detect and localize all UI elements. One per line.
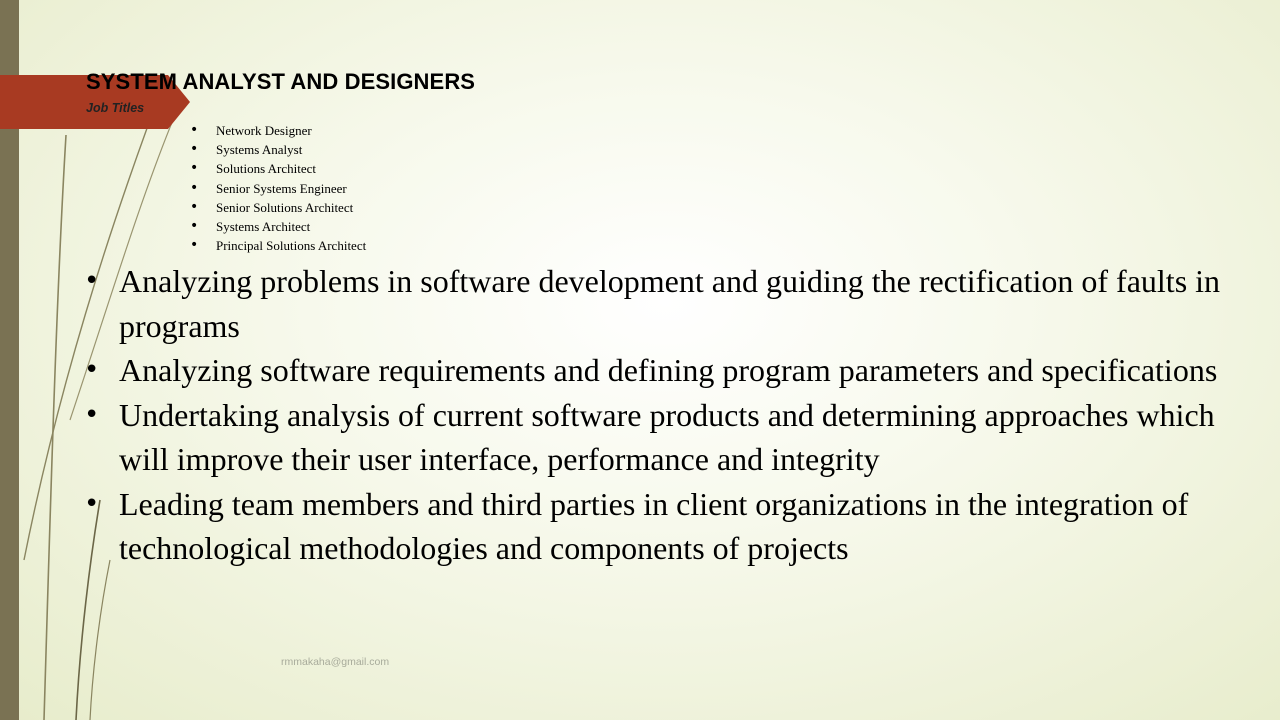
responsibility-item: • Undertaking analysis of current software products and determining approaches which will improve their user interface, performance and integrity bbox=[84, 393, 1254, 482]
bullet-icon: • bbox=[84, 488, 100, 519]
footer-email: rmmakaha@gmail.com bbox=[281, 656, 390, 668]
job-title-item: • Principal Solutions Architect bbox=[190, 236, 366, 255]
job-title-item: • Solutions Architect bbox=[190, 159, 366, 178]
bullet-icon: • bbox=[190, 160, 199, 177]
job-title-item: • Systems Architect bbox=[190, 217, 366, 236]
slide-subtitle: Job Titles bbox=[86, 101, 145, 115]
job-title-item: • Senior Solutions Architect bbox=[190, 198, 366, 217]
bullet-icon: • bbox=[190, 237, 199, 254]
job-title-item: • Systems Analyst bbox=[190, 140, 366, 159]
bullet-icon: • bbox=[84, 266, 100, 296]
responsibility-item: • Leading team members and third parties in client organizations in the integration of technological methodologies and components of projects bbox=[84, 482, 1254, 571]
job-title-item: • Network Designer bbox=[190, 121, 366, 140]
slide-title: SYSTEM ANALYST AND DESIGNERS bbox=[86, 69, 476, 94]
responsibility-item: • Analyzing software requirements and defining program parameters and specifications bbox=[84, 348, 1254, 393]
bullet-icon: • bbox=[190, 179, 199, 196]
job-title-item: • Senior Systems Engineer bbox=[190, 179, 366, 198]
responsibility-item: • Analyzing problems in software development and guiding the rectification of faults in programs bbox=[84, 259, 1254, 348]
job-titles-list bbox=[190, 121, 366, 255]
bullet-icon: • bbox=[190, 122, 199, 138]
responsibilities-list bbox=[84, 259, 1254, 571]
bullet-icon: • bbox=[84, 355, 100, 385]
bullet-icon: • bbox=[190, 141, 199, 158]
bullet-icon: • bbox=[84, 399, 100, 430]
bullet-icon: • bbox=[190, 218, 199, 235]
bullet-icon: • bbox=[190, 198, 199, 215]
